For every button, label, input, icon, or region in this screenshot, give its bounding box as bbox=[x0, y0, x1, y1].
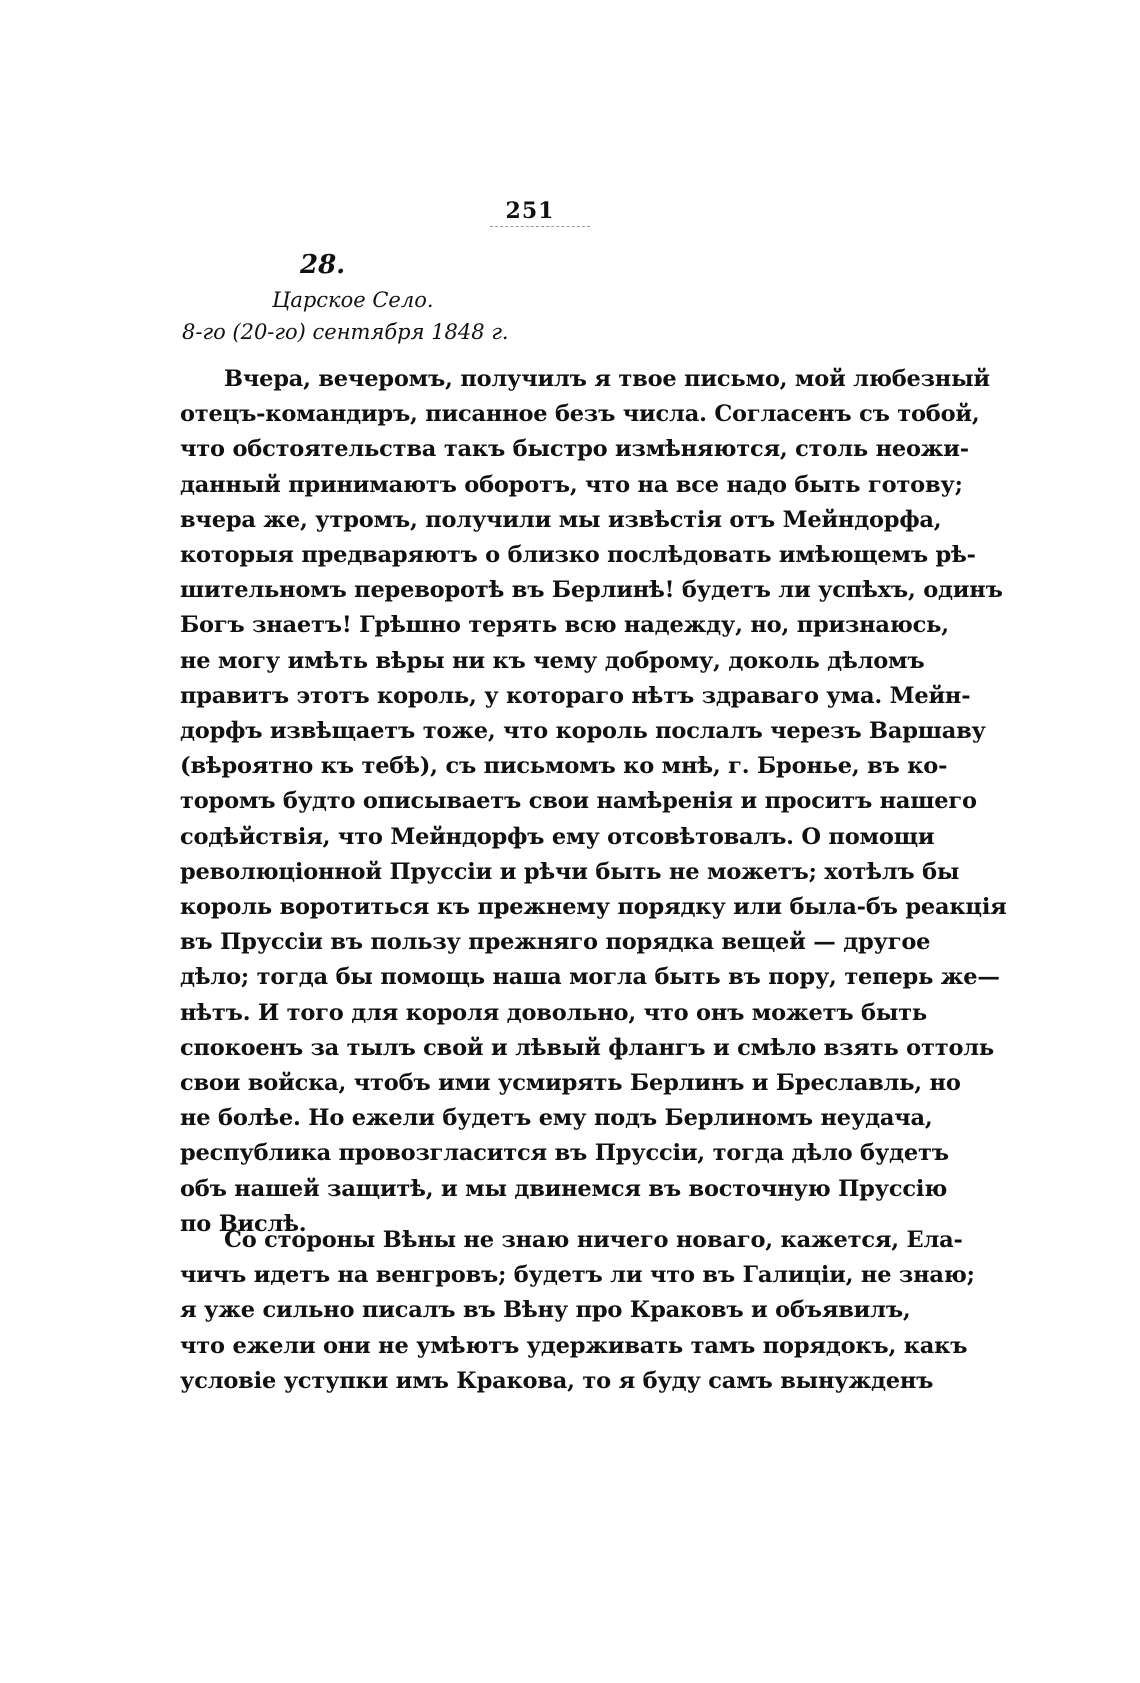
text-line: Со стороны Вѣны не знаю ничего новаго, кажется, Ела- bbox=[224, 1227, 963, 1253]
text-line: дорфъ извѣщаетъ тоже, что король послалъ черезъ Варшаву bbox=[180, 718, 986, 745]
text-line: чичъ идетъ на венгровъ; будетъ ли что въ Галиціи, не знаю; bbox=[180, 1262, 975, 1289]
text-line: правитъ этотъ король, у котораго нѣтъ здраваго ума. Мейн- bbox=[180, 682, 971, 709]
text-line: республика провозгласится въ Пруссіи, тогда дѣло будетъ bbox=[180, 1140, 949, 1167]
text-line: объ нашей защитѣ, и мы двинемся въ восточную Пруссію bbox=[180, 1175, 948, 1202]
page-number-rule bbox=[490, 226, 590, 227]
text-line: содѣйствія, что Мейндорфъ ему отсовѣтовалъ. О помощи bbox=[180, 823, 935, 850]
text-line: по Вислѣ. bbox=[180, 1210, 307, 1237]
text-line: отецъ-командиръ, писанное безъ числа. Согласенъ съ тобой, bbox=[180, 401, 980, 428]
letter-date: 8-го (20-го) сентября 1848 г. bbox=[182, 320, 509, 344]
letter-number: 28. bbox=[300, 250, 346, 280]
text-line: нѣтъ. И того для короля довольно, что онъ можетъ быть bbox=[180, 999, 927, 1026]
text-line: что обстоятельства такъ быстро измѣняются, столь неожи- bbox=[180, 436, 969, 463]
text-line: свои войска, чтобъ ими усмирять Берлинъ и Бреславль, но bbox=[180, 1070, 961, 1097]
text-line: данный принимаютъ оборотъ, что на все надо быть готову; bbox=[180, 471, 963, 498]
text-line: въ Пруссіи въ пользу прежняго порядка вещей — другое bbox=[180, 929, 931, 956]
text-line: дѣло; тогда бы помощь наша могла быть въ пору, теперь же— bbox=[180, 964, 1000, 991]
text-line: не могу имѣть вѣры ни къ чему доброму, доколь дѣломъ bbox=[180, 647, 925, 674]
paragraph-2 bbox=[180, 1223, 975, 1399]
text-line: Богъ знаетъ! Грѣшно терять всю надежду, но, признаюсь, bbox=[180, 612, 949, 639]
text-line: условіе уступки имъ Кракова, то я буду самъ вынужденъ bbox=[180, 1367, 934, 1394]
text-line: я уже сильно писалъ въ Вѣну про Краковъ и объявилъ, bbox=[180, 1297, 911, 1324]
text-line: король воротиться къ прежнему порядку или была-бъ реакція bbox=[180, 894, 1007, 921]
text-line: (вѣроятно къ тебѣ), съ письмомъ ко мнѣ, г. Бронье, въ ко- bbox=[180, 753, 948, 780]
text-line: вчера же, утромъ, получили мы извѣстія отъ Мейндорфа, bbox=[180, 506, 942, 533]
text-line: Вчера, вечеромъ, получилъ я твое письмо, мой любезный bbox=[224, 366, 990, 392]
text-line: революціонной Пруссіи и рѣчи быть не можетъ; хотѣлъ бы bbox=[180, 858, 960, 885]
text-line: не болѣе. Но ежели будетъ ему подъ Берлиномъ неудача, bbox=[180, 1105, 933, 1132]
text-line: спокоенъ за тылъ свой и лѣвый флангъ и смѣло взять оттоль bbox=[180, 1034, 994, 1061]
text-line: торомъ будто описываетъ свои намѣренія и проситъ нашего bbox=[180, 788, 977, 815]
letter-place: Царское Село. bbox=[272, 288, 434, 312]
text-line: что ежели они не умѣютъ удерживать тамъ порядокъ, какъ bbox=[180, 1332, 968, 1359]
text-line: шительномъ переворотѣ въ Берлинѣ! будетъ ли успѣхъ, одинъ bbox=[180, 577, 1003, 604]
paragraph-1 bbox=[180, 362, 1007, 1242]
page-number: 251 bbox=[505, 198, 555, 224]
text-line: которыя предваряютъ о близко послѣдовать имѣющемъ рѣ- bbox=[180, 542, 976, 569]
